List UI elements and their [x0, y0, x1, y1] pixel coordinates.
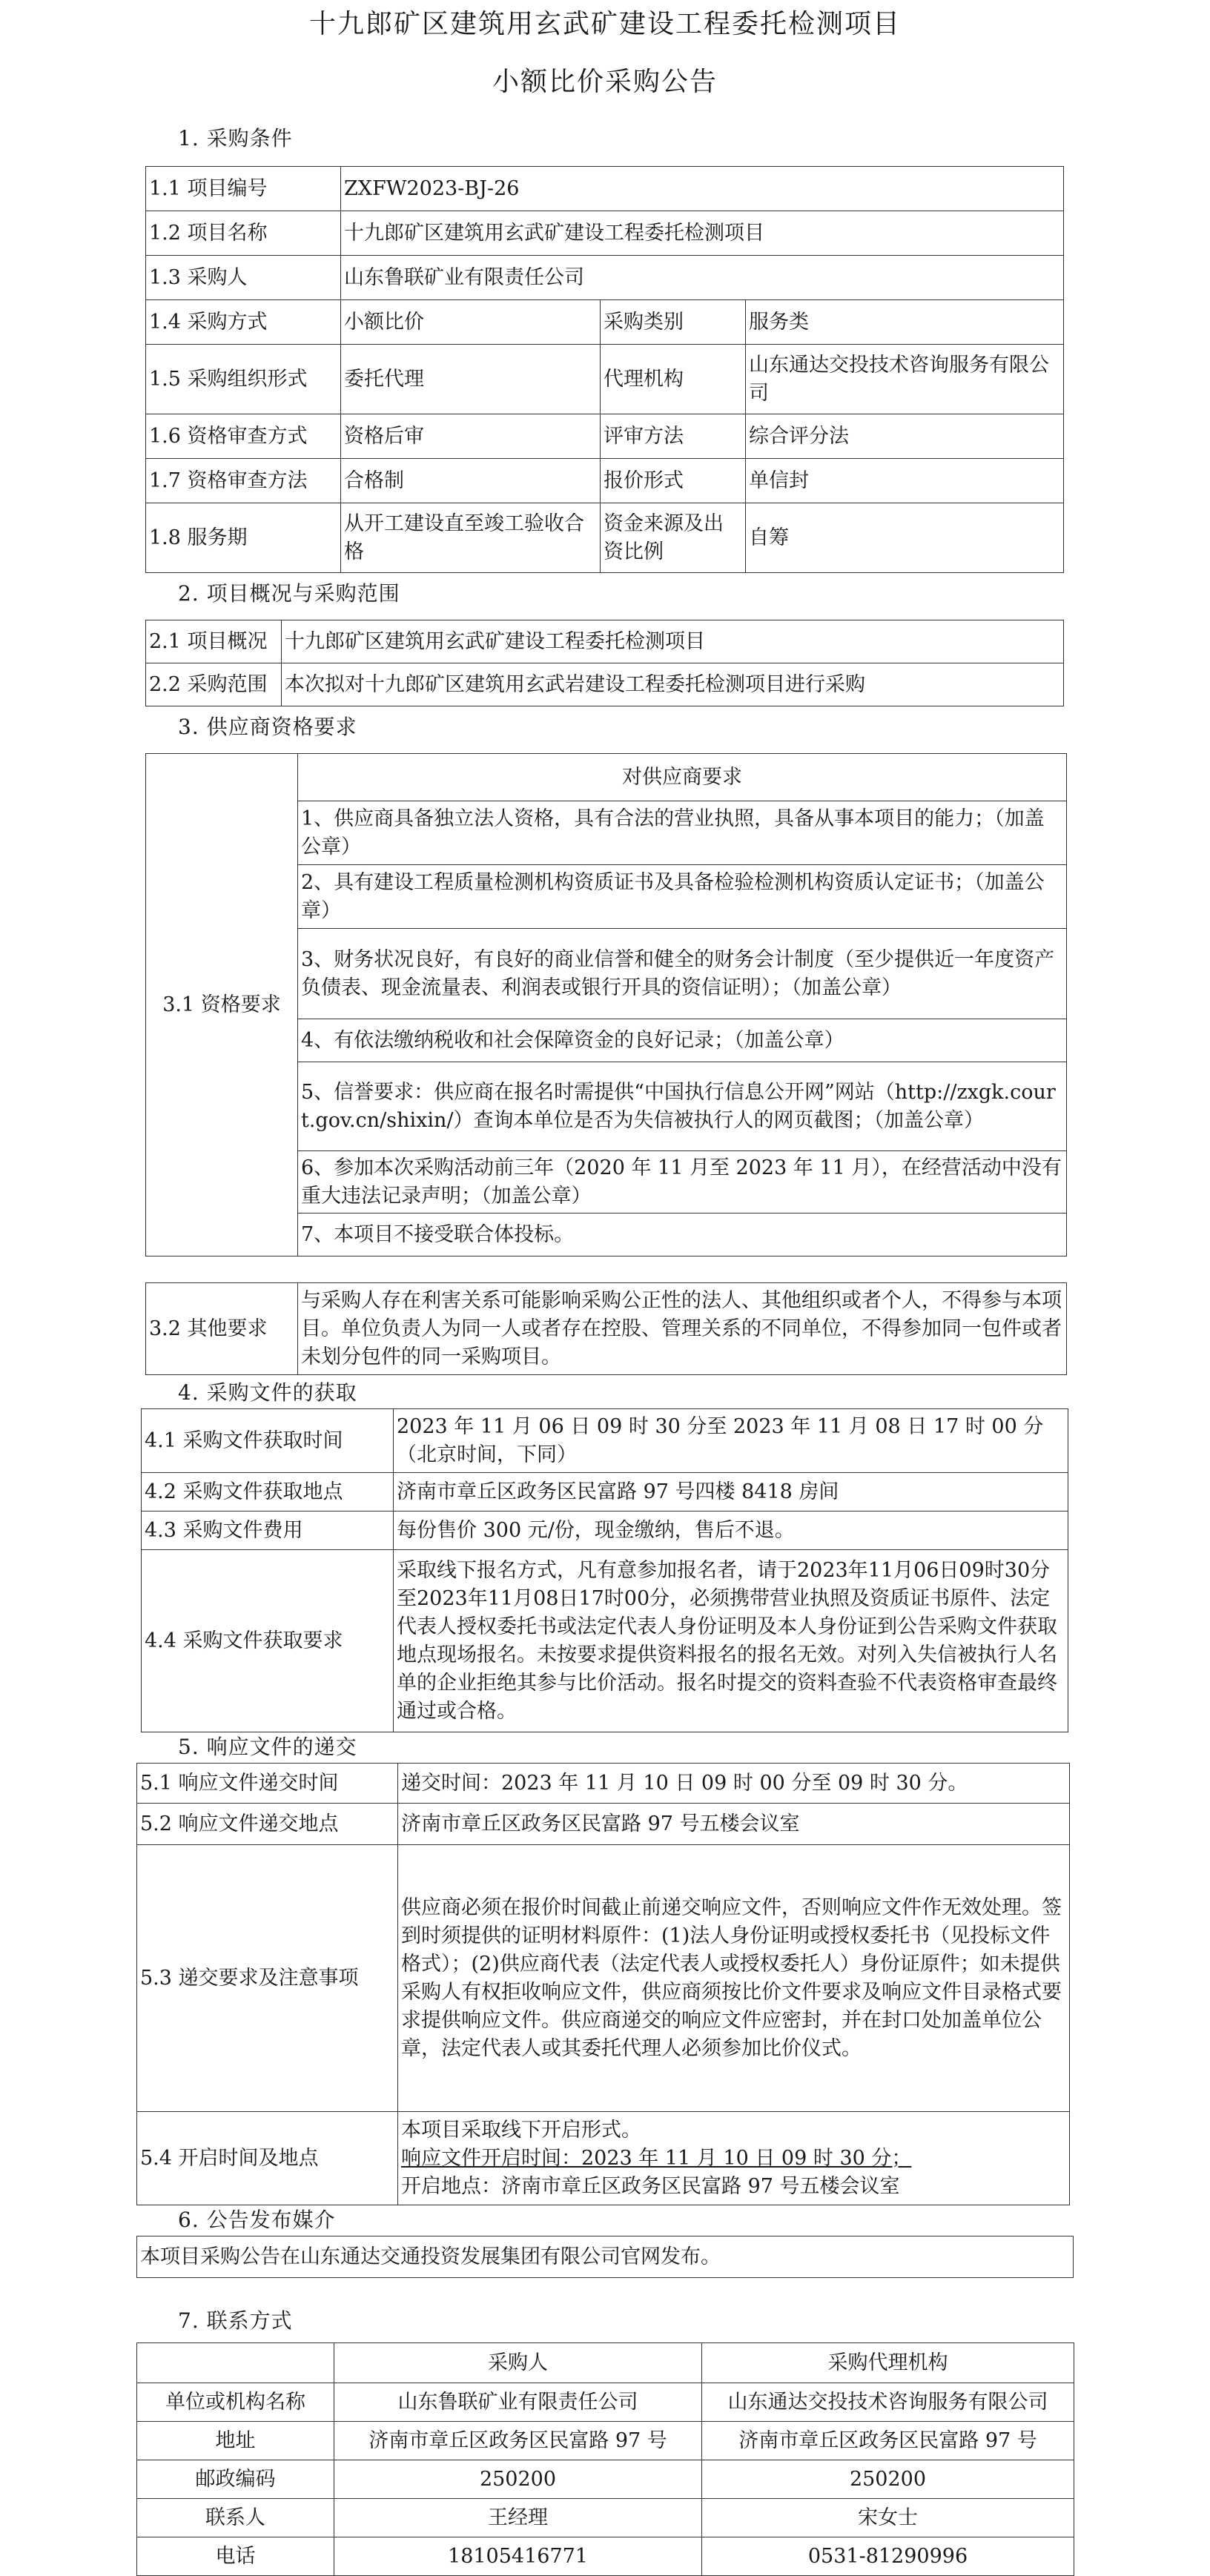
row-value: 资格后审	[341, 414, 601, 459]
row-label: 报价形式	[601, 459, 746, 503]
row-value: 综合评分法	[746, 414, 1064, 459]
requirement-item: 4、有依法缴纳税收和社会保障资金的良好记录；（加盖公章）	[298, 1019, 1067, 1062]
cell: 0531-81290996	[702, 2537, 1074, 2576]
section-heading-1: 1. 采购条件	[178, 126, 293, 150]
row-value	[398, 2112, 1070, 2205]
row-value: 本次拟对十九郎矿区建筑用玄武岩建设工程委托检测项目进行采购	[282, 663, 1064, 706]
cell: 济南市章丘区政务区民富路 97 号	[334, 2422, 702, 2460]
row-label: 1.5 采购组织形式	[146, 345, 341, 414]
table-row	[146, 663, 1064, 706]
row-label: 电话	[137, 2537, 334, 2576]
row-label: 采购类别	[601, 300, 746, 345]
row-value: 采取线下报名方式，凡有意参加报名者，请于2023年11月06日09时30分至2023年11月08日17时00分，必须携带营业执照及资质证书原件、法定代表人授权委托书或法定代表人身份证明及本人身份证到公告采购文件获取地点现场报名。未按要求提供资料报名的报名无效。对列入失信被执行人名单的企业拒绝其参与比价活动。报名时提交的资料查验不代表资格审查最终通过或合格。	[394, 1550, 1068, 1732]
publication-media-table	[136, 2236, 1074, 2278]
row-label: 4.2 采购文件获取地点	[142, 1473, 394, 1512]
row-value: 小额比价	[341, 300, 601, 345]
row-label: 5.4 开启时间及地点	[137, 2112, 398, 2205]
table-row	[146, 345, 1064, 414]
row-value: 递交时间：2023 年 11 月 10 日 09 时 00 分至 09 时 30 分。	[398, 1764, 1070, 1804]
table-row	[146, 256, 1064, 300]
row-label: 1.2 项目名称	[146, 211, 341, 256]
cell: 18105416771	[334, 2537, 702, 2576]
row-label: 单位或机构名称	[137, 2383, 334, 2422]
procurement-conditions-table	[145, 166, 1064, 573]
row-label: 4.1 采购文件获取时间	[142, 1409, 394, 1473]
table-row	[142, 1473, 1068, 1512]
opening-form: 本项目采取线下开启形式。	[401, 2118, 641, 2142]
table-row	[142, 1512, 1068, 1550]
requirement-item: 5、信誉要求：供应商在报名时需提供“中国执行信息公开网”网站（http://zxgk.court.gov.cn/shixin/）查询本单位是否为失信被执行人的网页截图；（加盖公章）	[298, 1062, 1067, 1151]
table-row	[137, 2422, 1074, 2460]
row-label: 3.2 其他要求	[146, 1283, 298, 1375]
row-label: 评审方法	[601, 414, 746, 459]
section-heading-2: 2. 项目概况与采购范围	[178, 581, 400, 606]
row-label: 资金来源及出资比例	[601, 503, 746, 573]
row-label: 3.1 资格要求	[146, 754, 298, 1256]
row-value: 从开工建设直至竣工验收合格	[341, 503, 601, 573]
response-submission-table	[136, 1763, 1070, 2205]
row-value: 单信封	[746, 459, 1064, 503]
table-row	[146, 1283, 1067, 1375]
table-row	[137, 1804, 1070, 1845]
column-header: 对供应商要求	[298, 754, 1067, 801]
row-value: 十九郎矿区建筑用玄武矿建设工程委托检测项目	[341, 211, 1064, 256]
table-row	[146, 459, 1064, 503]
requirement-item: 1、供应商具备独立法人资格，具有合法的营业执照，具备从事本项目的能力；（加盖公章）	[298, 801, 1067, 865]
row-label: 4.3 采购文件费用	[142, 1512, 394, 1550]
table-row	[146, 754, 1067, 801]
row-value: 供应商必须在报价时间截止前递交响应文件，否则响应文件作无效处理。签到时须提供的证明材料原件：(1)法人身份证明或授权委托书（见投标文件格式）；(2)供应商代表（法定代表人或授权委托人）身份证原件；如未提供采购人有权拒收响应文件，供应商须按比价文件要求及响应文件目录格式要求提供响应文件。供应商递交的响应文件应密封，并在封口处加盖单位公章，法定代表人或其委托代理人必须参加比价仪式。	[398, 1845, 1070, 2112]
project-overview-table	[145, 620, 1064, 706]
row-label: 邮政编码	[137, 2460, 334, 2499]
row-label: 1.4 采购方式	[146, 300, 341, 345]
section-heading-3: 3. 供应商资格要求	[178, 715, 357, 739]
section-heading-6: 6. 公告发布媒介	[178, 2208, 336, 2232]
opening-time: 响应文件开启时间：2023 年 11 月 10 日 09 时 30 分；	[401, 2146, 912, 2170]
table-row	[146, 211, 1064, 256]
table-row	[137, 2236, 1074, 2278]
section-heading-7: 7. 联系方式	[178, 2308, 293, 2333]
section-heading-5: 5. 响应文件的递交	[178, 1735, 357, 1759]
row-label: 1.6 资格审查方式	[146, 414, 341, 459]
row-label: 1.1 项目编号	[146, 167, 341, 211]
row-label: 1.3 采购人	[146, 256, 341, 300]
table-row	[142, 1550, 1068, 1732]
table-row	[137, 1764, 1070, 1804]
cell: 济南市章丘区政务区民富路 97 号	[702, 2422, 1074, 2460]
table-row	[137, 2537, 1074, 2576]
row-value: 2023 年 11 月 06 日 09 时 30 分至 2023 年 11 月 08 日 17 时 00 分（北京时间，下同）	[394, 1409, 1068, 1473]
row-value: 服务类	[746, 300, 1064, 345]
requirement-item: 6、参加本次采购活动前三年（2020 年 11 月至 2023 年 11 月），在经营活动中没有重大违法记录声明；（加盖公章）	[298, 1151, 1067, 1213]
row-value: 济南市章丘区政务区民富路 97 号五楼会议室	[398, 1804, 1070, 1845]
row-value: 委托代理	[341, 345, 601, 414]
cell: 250200	[702, 2460, 1074, 2499]
row-value: 济南市章丘区政务区民富路 97 号四楼 8418 房间	[394, 1473, 1068, 1512]
row-value: 合格制	[341, 459, 601, 503]
requirement-item: 7、本项目不接受联合体投标。	[298, 1213, 1067, 1256]
section-heading-4: 4. 采购文件的获取	[178, 1380, 357, 1405]
document-acquisition-table	[141, 1408, 1068, 1732]
requirement-item: 2、具有建设工程质量检测机构资质证书及具备检验检测机构资质认定证书；（加盖公章）	[298, 865, 1067, 929]
row-label: 地址	[137, 2422, 334, 2460]
row-value: 每份售价 300 元/份，现金缴纳，售后不退。	[394, 1512, 1068, 1550]
row-value: 自筹	[746, 503, 1064, 573]
row-label: 1.7 资格审查方法	[146, 459, 341, 503]
cell: 宋女士	[702, 2499, 1074, 2537]
table-row	[146, 167, 1064, 211]
supplier-qualification-table	[145, 753, 1067, 1256]
row-label: 联系人	[137, 2499, 334, 2537]
table-row	[137, 2112, 1070, 2205]
document-subtitle: 小额比价采购公告	[492, 67, 718, 97]
row-label: 4.4 采购文件获取要求	[142, 1550, 394, 1732]
table-row	[137, 2383, 1074, 2422]
table-row	[137, 1845, 1070, 2112]
publication-text: 本项目采购公告在山东通达交通投资发展集团有限公司官网发布。	[137, 2236, 1074, 2278]
row-label: 代理机构	[601, 345, 746, 414]
table-row	[142, 1409, 1068, 1473]
table-header-row	[137, 2343, 1074, 2383]
table-row	[146, 300, 1064, 345]
cell: 王经理	[334, 2499, 702, 2537]
cell: 山东鲁联矿业有限责任公司	[334, 2383, 702, 2422]
contact-table	[136, 2342, 1074, 2576]
row-value: 山东鲁联矿业有限责任公司	[341, 256, 1064, 300]
column-header: 采购代理机构	[702, 2343, 1074, 2383]
other-requirements-table	[145, 1282, 1067, 1375]
column-header	[137, 2343, 334, 2383]
row-label: 2.2 采购范围	[146, 663, 282, 706]
row-label: 5.3 递交要求及注意事项	[137, 1845, 398, 2112]
row-value: 山东通达交投技术咨询服务有限公司	[746, 345, 1064, 414]
row-label: 1.8 服务期	[146, 503, 341, 573]
row-value: 十九郎矿区建筑用玄武矿建设工程委托检测项目	[282, 620, 1064, 663]
opening-location: 开启地点：济南市章丘区政务区民富路 97 号五楼会议室	[401, 2174, 900, 2198]
requirement-item: 3、财务状况良好，有良好的商业信誉和健全的财务会计制度（至少提供近一年度资产负债表、现金流量表、利润表或银行开具的资信证明）；（加盖公章）	[298, 929, 1067, 1019]
table-row	[137, 2460, 1074, 2499]
document-title: 十九郎矿区建筑用玄武矿建设工程委托检测项目	[308, 9, 901, 39]
table-row	[146, 414, 1064, 459]
cell: 山东通达交投技术咨询服务有限公司	[702, 2383, 1074, 2422]
table-row	[146, 620, 1064, 663]
table-row	[146, 503, 1064, 573]
row-label: 2.1 项目概况	[146, 620, 282, 663]
column-header: 采购人	[334, 2343, 702, 2383]
row-label: 5.2 响应文件递交地点	[137, 1804, 398, 1845]
table-row	[137, 2499, 1074, 2537]
cell: 250200	[334, 2460, 702, 2499]
row-label: 5.1 响应文件递交时间	[137, 1764, 398, 1804]
row-value: 与采购人存在利害关系可能影响采购公正性的法人、其他组织或者个人，不得参与本项目。单位负责人为同一人或者存在控股、管理关系的不同单位，不得参加同一包件或者未划分包件的同一采购项目。	[298, 1283, 1067, 1375]
row-value: ZXFW2023-BJ-26	[341, 167, 1064, 211]
